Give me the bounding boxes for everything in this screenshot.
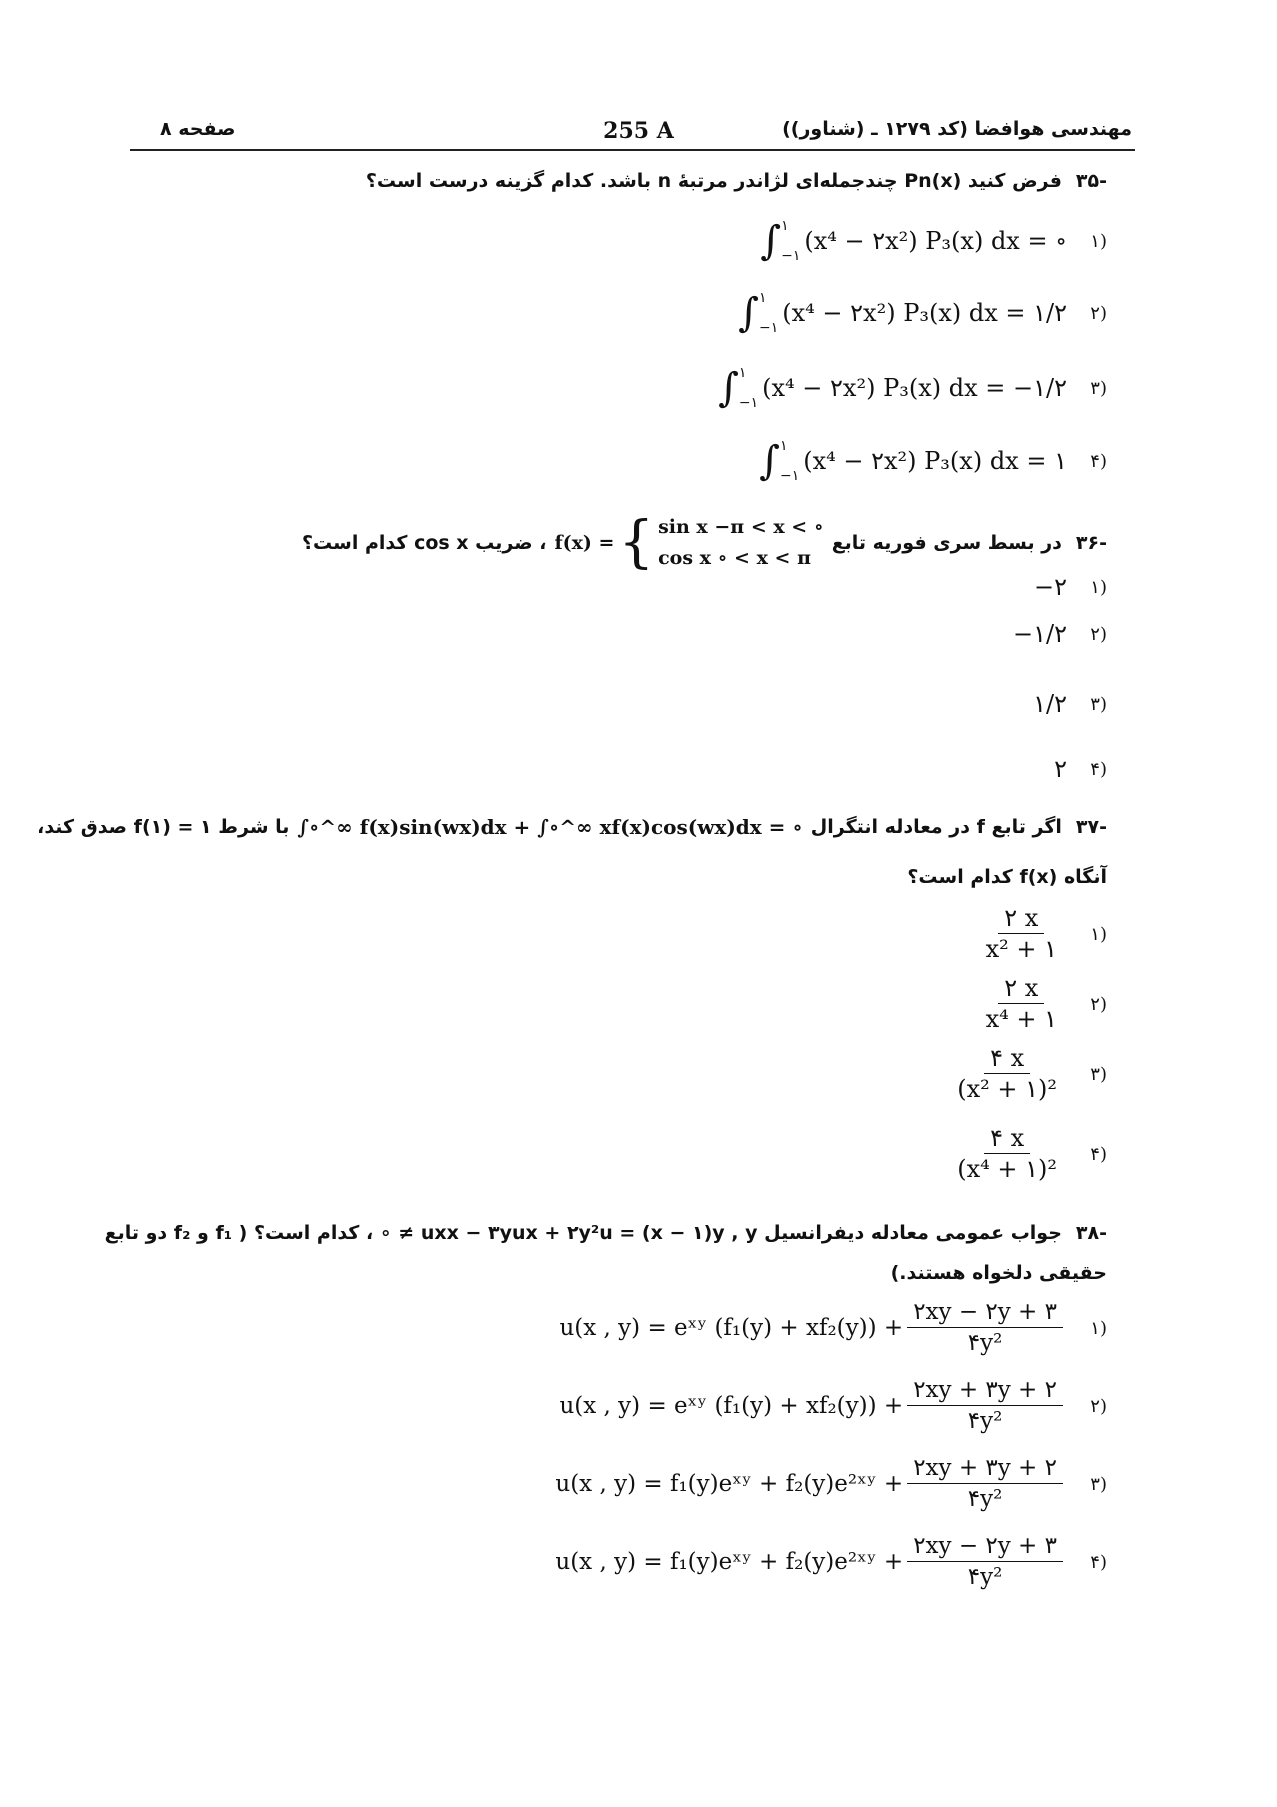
- option-number: ۲): [1090, 623, 1107, 645]
- rhs: = ۱: [1026, 447, 1067, 475]
- integrand: (x⁴ − ۲x²) P₃(x) dx: [803, 447, 1019, 475]
- integrand: (x⁴ − ۲x²) P₃(x) dx: [804, 227, 1020, 255]
- integral-sign: ∫: [718, 365, 739, 411]
- q38-option-4[interactable]: [555, 1534, 1107, 1591]
- q36-option-3[interactable]: [1033, 690, 1107, 718]
- q37-stem-2: [907, 866, 1107, 888]
- numerator: ۲xy + ۳y + ۲: [907, 1456, 1063, 1484]
- option-number: ۲): [1090, 302, 1107, 324]
- q36-number: -۳۶: [1075, 531, 1107, 554]
- fraction: [907, 1534, 1063, 1591]
- value: −۱/۲: [1013, 620, 1067, 648]
- q35-option-4[interactable]: [759, 438, 1107, 484]
- integrand: (x⁴ − ۲x²) P₃(x) dx: [782, 299, 998, 327]
- numerator: ۲xy − ۲y + ۳: [907, 1300, 1063, 1328]
- page-number: صفحه ۸: [160, 118, 236, 140]
- q37-text-a: اگر تابع f در معادله انتگرال: [810, 816, 1062, 838]
- denominator: x⁴ + ۱: [985, 1005, 1057, 1034]
- rhs: = −۱/۲: [985, 374, 1067, 402]
- q36-stem: [302, 510, 1107, 575]
- numerator: ۲ x: [998, 905, 1044, 934]
- q38-stem: [105, 1222, 1107, 1244]
- option-number: ۱): [1090, 230, 1107, 252]
- q35-option-3[interactable]: [718, 365, 1107, 411]
- q36-option-1[interactable]: [1034, 573, 1107, 601]
- fraction: [980, 905, 1063, 964]
- numerator: ۲ x: [998, 975, 1044, 1004]
- option-number: ۱): [1090, 923, 1107, 945]
- option-number: ۱): [1090, 576, 1107, 598]
- q37-stem: [37, 815, 1107, 839]
- option-number: ۳): [1090, 377, 1107, 399]
- q37-option-3[interactable]: [947, 1045, 1107, 1104]
- denominator: ۴y²: [967, 1486, 1003, 1513]
- q37-text-b: با شرط f(۱) = ۱ صدق کند،: [37, 816, 290, 838]
- rhs: = ۱/۲: [1005, 299, 1067, 327]
- q37-text-c: آنگاه f(x) کدام است؟: [907, 866, 1107, 888]
- option-number: ۴): [1090, 450, 1107, 472]
- q36-piecewise: [554, 510, 823, 575]
- lower-limit: −۱: [779, 468, 800, 484]
- option-number: ۳): [1090, 693, 1107, 715]
- value: −۲: [1034, 573, 1067, 601]
- lower-limit: −۱: [738, 395, 759, 411]
- integrand: (x⁴ − ۲x²) P₃(x) dx: [762, 374, 978, 402]
- q36-option-4[interactable]: [1054, 755, 1107, 783]
- rhs: = ∘: [1027, 227, 1067, 255]
- expression: u(x , y) = eˣʸ (f₁(y) + xf₂(y)) +: [559, 1315, 904, 1342]
- q38-option-1[interactable]: [559, 1300, 1107, 1357]
- q37-equation: ∫∘^∞ f(x)sin(wx)dx + ∫∘^∞ xf(x)cos(wx)dx = ∘: [297, 815, 803, 839]
- denominator: ۴y²: [967, 1330, 1003, 1357]
- fx-label: f(x) =: [554, 531, 615, 554]
- q38-option-3[interactable]: [555, 1456, 1107, 1513]
- fraction: [907, 1456, 1063, 1513]
- numerator: ۲xy + ۳y + ۲: [907, 1378, 1063, 1406]
- integral-sign: ∫: [738, 290, 760, 336]
- denominator: (x² + ۱)²: [957, 1075, 1057, 1104]
- numerator: ۲xy − ۲y + ۳: [907, 1534, 1063, 1562]
- option-number: ۱): [1090, 1317, 1107, 1339]
- upper-limit: ۱: [779, 438, 788, 454]
- expression: u(x , y) = eˣʸ (f₁(y) + xf₂(y)) +: [559, 1393, 904, 1420]
- numerator: ۴ x: [984, 1125, 1030, 1154]
- option-number: ۴): [1090, 1143, 1107, 1165]
- q37-number: -۳۷: [1075, 816, 1107, 838]
- integral-sign: ∫: [760, 218, 782, 264]
- q35-number: -۳۵: [1075, 170, 1107, 192]
- numerator: ۴ x: [984, 1045, 1030, 1074]
- denominator: ۴y²: [967, 1408, 1003, 1435]
- lower-limit: −۱: [759, 320, 779, 336]
- expression: u(x , y) = f₁(y)eˣʸ + f₂(y)e²ˣʸ +: [555, 1549, 904, 1576]
- integral-sign: ∫: [759, 438, 780, 484]
- lower-limit: −۱: [781, 248, 801, 264]
- q38-option-2[interactable]: [559, 1378, 1107, 1435]
- q35-option-1[interactable]: [760, 218, 1107, 264]
- expression: u(x , y) = f₁(y)eˣʸ + f₂(y)e²ˣʸ +: [555, 1471, 904, 1498]
- case-2: cos x ∘ < x < π: [658, 546, 811, 569]
- upper-limit: ۱: [759, 290, 767, 306]
- fraction: [951, 1045, 1063, 1104]
- q36-text-a: در بسط سری فوریه تابع: [831, 531, 1062, 554]
- denominator: ۴y²: [967, 1564, 1003, 1591]
- fraction: [951, 1125, 1063, 1184]
- q35-option-2[interactable]: [738, 290, 1107, 336]
- page-code: 255 A: [603, 118, 674, 144]
- option-number: ۲): [1090, 1395, 1107, 1417]
- q35-stem: [366, 170, 1107, 192]
- upper-limit: ۱: [781, 218, 789, 234]
- value: ۲: [1054, 755, 1067, 783]
- q37-option-1[interactable]: [976, 905, 1107, 964]
- denominator: (x⁴ + ۱)²: [957, 1155, 1057, 1184]
- q38-number: -۳۸: [1075, 1222, 1107, 1244]
- q38-text-b: حقیقی دلخواه هستند.): [890, 1262, 1107, 1284]
- case-1: sin x −π < x < ∘: [658, 516, 824, 539]
- fraction: [907, 1378, 1063, 1435]
- option-number: ۴): [1090, 1551, 1107, 1573]
- fraction: [980, 975, 1063, 1034]
- fraction: [907, 1300, 1063, 1357]
- option-number: ۴): [1090, 758, 1107, 780]
- q37-option-2[interactable]: [976, 975, 1107, 1034]
- denominator: x² + ۱: [985, 935, 1057, 964]
- option-number: ۲): [1090, 993, 1107, 1015]
- option-number: ۳): [1090, 1473, 1107, 1495]
- q38-text-a: جواب عمومی معادله دیفرانسیل uxx − ۳yux + ۲y²u = (x − ۱)y , y ≠ ∘ ، کدام است؟ ( f₁ و f₂ دو تابع: [104, 1222, 1062, 1244]
- upper-limit: ۱: [738, 365, 747, 381]
- value: ۱/۲: [1033, 690, 1067, 718]
- header-rule: [130, 149, 1135, 151]
- q36-option-2[interactable]: [1013, 620, 1107, 648]
- q37-option-4[interactable]: [947, 1125, 1107, 1184]
- header-title: مهندسی هوافضا (کد ۱۲۷۹ ـ (شناور)): [782, 118, 1132, 140]
- q36-text-b: ، ضریب cos x کدام است؟: [302, 531, 547, 554]
- brace-icon: {: [618, 510, 655, 575]
- q38-stem-2: [891, 1262, 1107, 1284]
- option-number: ۳): [1090, 1063, 1107, 1085]
- q35-text: فرض کنید Pn(x) چندجمله‌ای لژاندر مرتبهٔ n باشد. کدام گزینه درست است؟: [365, 170, 1062, 192]
